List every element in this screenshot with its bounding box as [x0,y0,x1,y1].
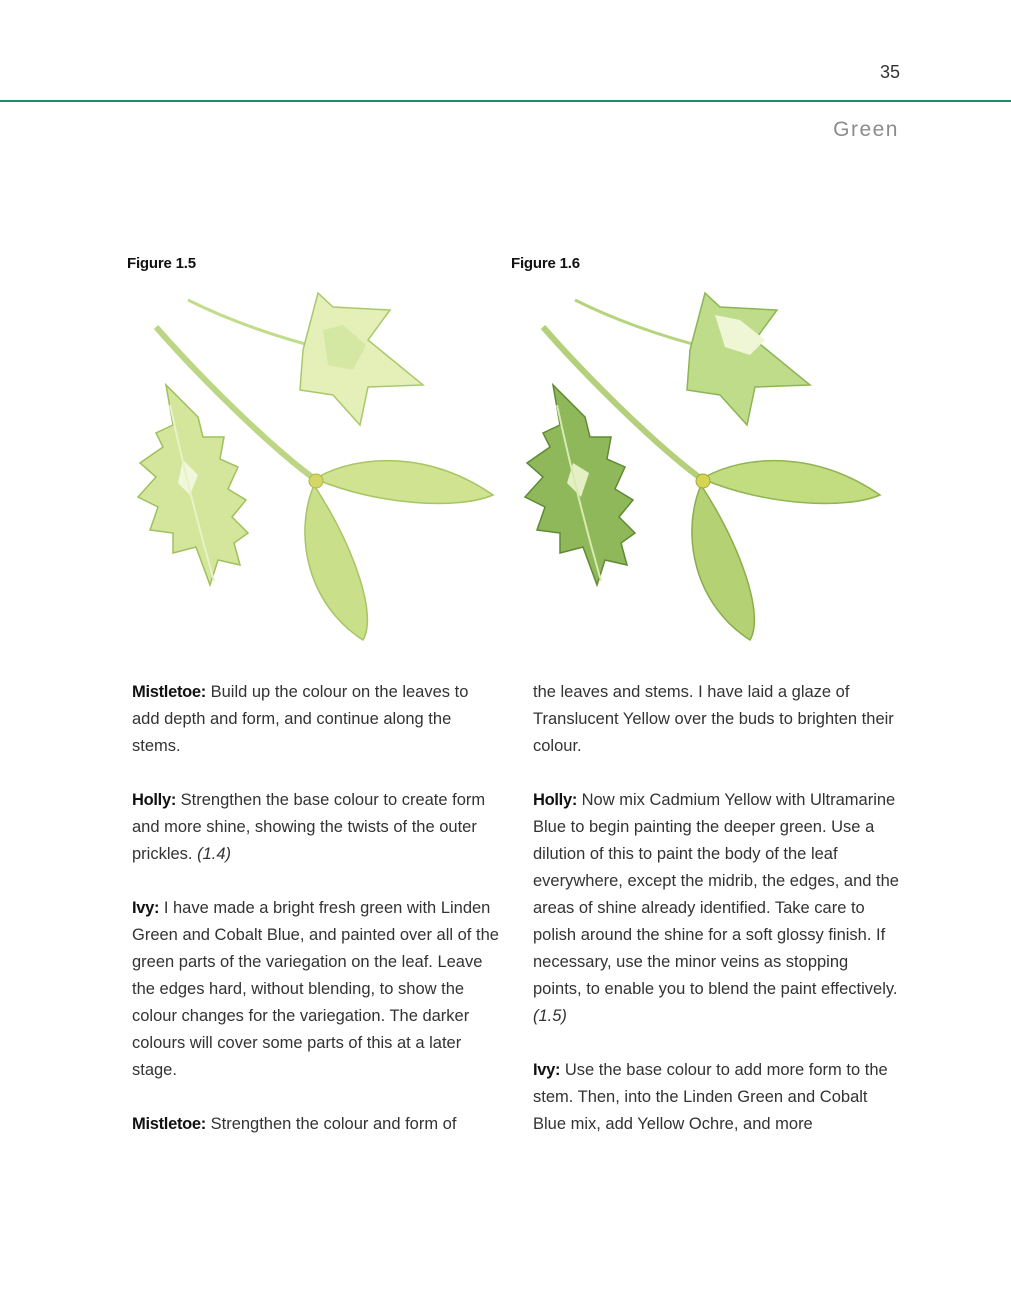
text-column-left [132,679,500,1165]
paragraph-body: Build up the colour on the leaves to add depth and form, and continue along the stems. [132,683,469,755]
figure-caption: Figure 1.5 [127,255,196,272]
paragraph-body: Strengthen the base colour to create form and more shine, showing the twists of the outer prickles. [132,791,486,863]
leaf-illustration [515,285,895,655]
mistletoe-leaf-right [318,461,493,504]
text-column-right [533,679,901,1165]
paragraph-mistletoe [132,1111,500,1138]
botanical-illustration-figure-1-6 [515,285,895,655]
paragraph-body: Now mix Cadmium Yellow with Ultramarine Blue to begin painting the deeper green. Use a dilution of this to paint the body of the leaf everywhere, except the midrib, the edges, and the areas of shine already identified. Take care to polish around the shine for a soft glossy finish. If necessary, use the minor veins as stopping points, to enable you to blend the paint effectively. [533,791,899,998]
paragraph-lead: Mistletoe: [132,1115,207,1133]
mistletoe-leaf-lower [305,485,367,640]
paragraph-lead: Holly: [533,791,578,809]
mistletoe-buds [696,474,710,488]
figure-reference: (1.4) [197,845,232,863]
mistletoe-leaf-lower [692,485,754,640]
paragraph-body: Strengthen the colour and form of [210,1115,457,1133]
paragraph-holly [533,787,901,1030]
mistletoe-leaf-right [705,461,880,504]
paragraph-body: Use the base colour to add more form to the stem. Then, into the Linden Green and Cobalt Blue mix, add Yellow Ochre, and more [533,1061,888,1133]
section-title: Green [833,118,899,141]
header-rule [0,100,1011,102]
paragraph-lead: Mistletoe: [132,683,207,701]
paragraph-lead: Holly: [132,791,177,809]
ivy-leaf [687,293,810,425]
paragraph-continued [533,679,901,760]
page-number: 35 [879,62,900,82]
botanical-illustration-figure-1-5 [128,285,508,655]
paragraph-ivy [132,895,500,1084]
paragraph-ivy [533,1057,901,1138]
figure-caption: Figure 1.6 [511,255,580,272]
paragraph-body: the leaves and stems. I have laid a glaze of Translucent Yellow over the buds to brighten their colour. [533,683,894,755]
paragraph-body: I have made a bright fresh green with Linden Green and Cobalt Blue, and painted over all of the green parts of the variegation on the leaf. Leave the edges hard, without blending, to show the colour changes for the variegation. The darker colours will cover some parts of this at a later stage. [132,899,499,1079]
leaf-illustration [128,285,508,655]
figure-reference: (1.5) [533,1007,567,1025]
paragraph-lead: Ivy: [132,899,160,917]
paragraph-holly [132,787,500,868]
ivy-leaf [300,293,423,425]
paragraph-lead: Ivy: [533,1061,561,1079]
paragraph-mistletoe [132,679,500,760]
mistletoe-buds [309,474,323,488]
